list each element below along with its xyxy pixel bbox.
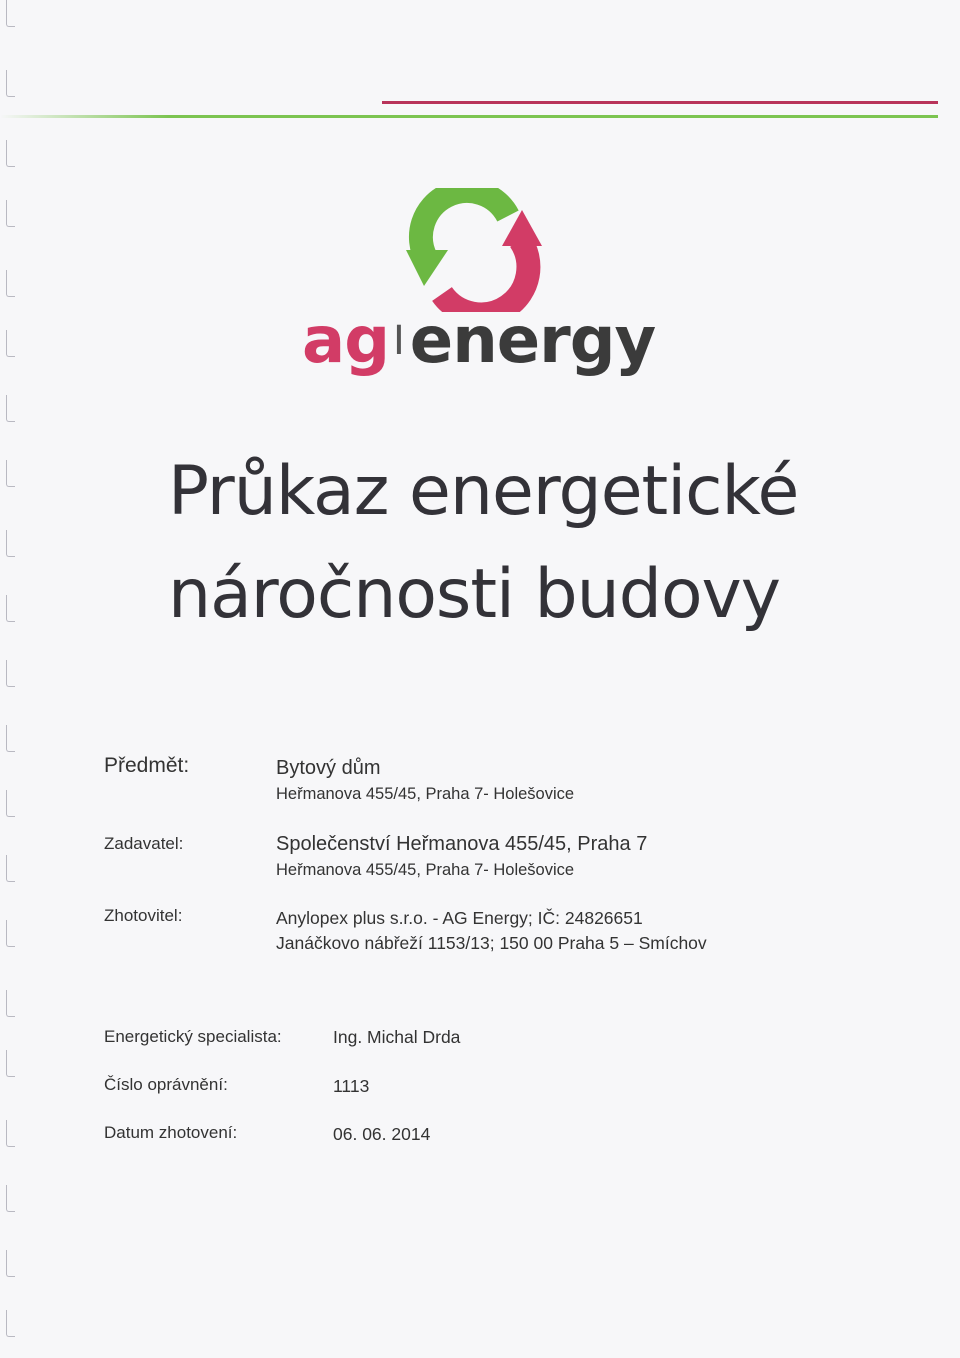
predmet-address: Heřmanova 455/45, Praha 7- Holešovice: [276, 785, 575, 803]
opravneni-value: 1113: [333, 1076, 370, 1096]
document-title: [168, 440, 888, 646]
specialista-value: Ing. Michal Drda: [333, 1027, 461, 1047]
zadavatel-label: Zadavatel:: [104, 834, 184, 853]
predmet-label: Předmět:: [104, 754, 190, 777]
datum-value: 06. 06. 2014: [333, 1124, 431, 1144]
specialista-label: Energetický specialista:: [104, 1027, 282, 1046]
header-red-line: [382, 101, 938, 104]
opravneni-label: Číslo oprávnění:: [104, 1075, 228, 1094]
company-logo: [302, 305, 655, 377]
datum-label: Datum zhotovení:: [104, 1123, 238, 1142]
zhotovitel-value: Anylopex plus s.r.o. - AG Energy; IČ: 24826651: [276, 908, 643, 928]
recycle-arrows-icon: [402, 188, 544, 312]
zhotovitel-label: Zhotovitel:: [104, 906, 183, 925]
zadavatel-value: Společenství Heřmanova 455/45, Praha 7: [276, 833, 648, 855]
zhotovitel-address: Janáčkovo nábřeží 1153/13; 150 00 Praha 5 – Smíchov: [276, 933, 707, 953]
logo-ag: ag: [302, 304, 389, 378]
title-line-2: náročnosti budovy: [168, 555, 781, 634]
title-line-1: Průkaz energetické: [168, 452, 799, 531]
header-green-line: [0, 115, 938, 118]
logo-energy: energy: [409, 304, 656, 378]
logo-separator: I: [393, 318, 404, 364]
zadavatel-address: Heřmanova 455/45, Praha 7- Holešovice: [276, 861, 575, 879]
predmet-value: Bytový dům: [276, 757, 381, 779]
binding-holes: [0, 0, 26, 1358]
